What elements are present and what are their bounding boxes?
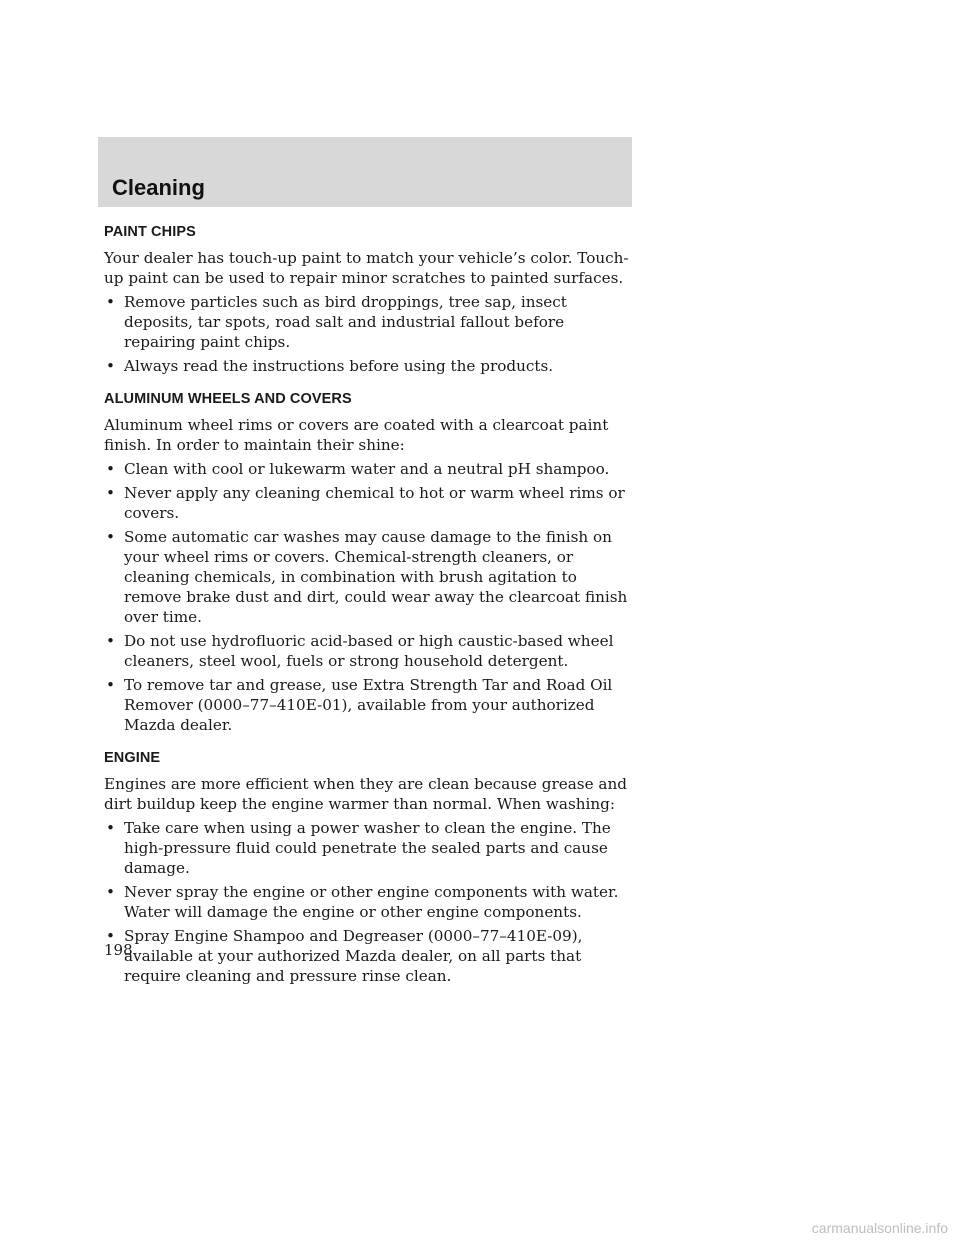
section-heading: ALUMINUM WHEELS AND COVERS xyxy=(104,391,352,407)
list-item-text: Remove particles such as bird droppings, tree sap, insect deposits, tar spots, road salt and industrial fallout before repairing paint chips. xyxy=(124,293,567,351)
list-item-text: Always read the instructions before using the products. xyxy=(124,357,554,375)
section-intro: Aluminum wheel rims or covers are coated with a clearcoat paint finish. In order to maintain their shine: xyxy=(104,416,609,454)
list-item xyxy=(104,818,634,878)
watermark-text: carmanualsonline.info xyxy=(811,1220,948,1236)
bullet-icon: • xyxy=(106,460,115,478)
list-item xyxy=(104,882,634,922)
list-item xyxy=(104,483,634,523)
list-item-text: Do not use hydrofluoric acid-based or high caustic-based wheel cleaners, steel wool, fuels or strong household detergent. xyxy=(124,632,614,670)
page-content xyxy=(104,222,634,999)
bullet-icon: • xyxy=(106,927,115,945)
bullet-list xyxy=(104,292,634,376)
section-header-band xyxy=(98,137,632,207)
bullet-icon: • xyxy=(106,676,115,694)
bullet-icon: • xyxy=(106,819,115,837)
list-item xyxy=(104,527,634,627)
bullet-icon: • xyxy=(106,632,115,650)
list-item-text: Some automatic car washes may cause damage to the finish on your wheel rims or covers. Chemical-strength cleaners, or cleaning chemicals, in combination with brush agitation to remove brake dust and dirt, could wear away the clearcoat finish over time. xyxy=(124,528,628,626)
list-item xyxy=(104,459,634,479)
section-intro: Your dealer has touch-up paint to match your vehicle’s color. Touch-up paint can be used to repair minor scratches to painted surfaces. xyxy=(104,249,629,287)
section-heading: PAINT CHIPS xyxy=(104,224,196,240)
list-item-text: Never apply any cleaning chemical to hot or warm wheel rims or covers. xyxy=(124,484,625,522)
bullet-list xyxy=(104,818,634,986)
bullet-icon: • xyxy=(106,484,115,502)
bullet-icon: • xyxy=(106,528,115,546)
chapter-title: Cleaning xyxy=(112,175,205,200)
list-item-text: Spray Engine Shampoo and Degreaser (0000–77–410E-09), available at your authorized Mazda dealer, on all parts that require cleaning and pressure rinse clean. xyxy=(124,927,583,985)
bullet-icon: • xyxy=(106,883,115,901)
bullet-list xyxy=(104,459,634,735)
list-item xyxy=(104,926,634,986)
list-item-text: Clean with cool or lukewarm water and a neutral pH shampoo. xyxy=(124,460,610,478)
list-item xyxy=(104,292,634,352)
section-paint-chips xyxy=(104,222,634,376)
list-item-text: Take care when using a power washer to clean the engine. The high-pressure fluid could penetrate the sealed parts and cause damage. xyxy=(124,819,611,877)
section-heading: ENGINE xyxy=(104,750,161,766)
list-item-text: To remove tar and grease, use Extra Strength Tar and Road Oil Remover (0000–77–410E-01), available from your authorized Mazda dealer. xyxy=(124,676,613,734)
list-item xyxy=(104,675,634,735)
bullet-icon: • xyxy=(106,293,115,311)
list-item xyxy=(104,631,634,671)
section-intro: Engines are more efficient when they are clean because grease and dirt buildup keep the engine warmer than normal. When washing: xyxy=(104,775,627,813)
bullet-icon: • xyxy=(106,357,115,375)
section-engine xyxy=(104,748,634,986)
section-aluminum-wheels xyxy=(104,389,634,735)
list-item xyxy=(104,356,634,376)
list-item-text: Never spray the engine or other engine components with water. Water will damage the engine or other engine components. xyxy=(124,883,619,921)
page-number: 198 xyxy=(104,941,133,959)
